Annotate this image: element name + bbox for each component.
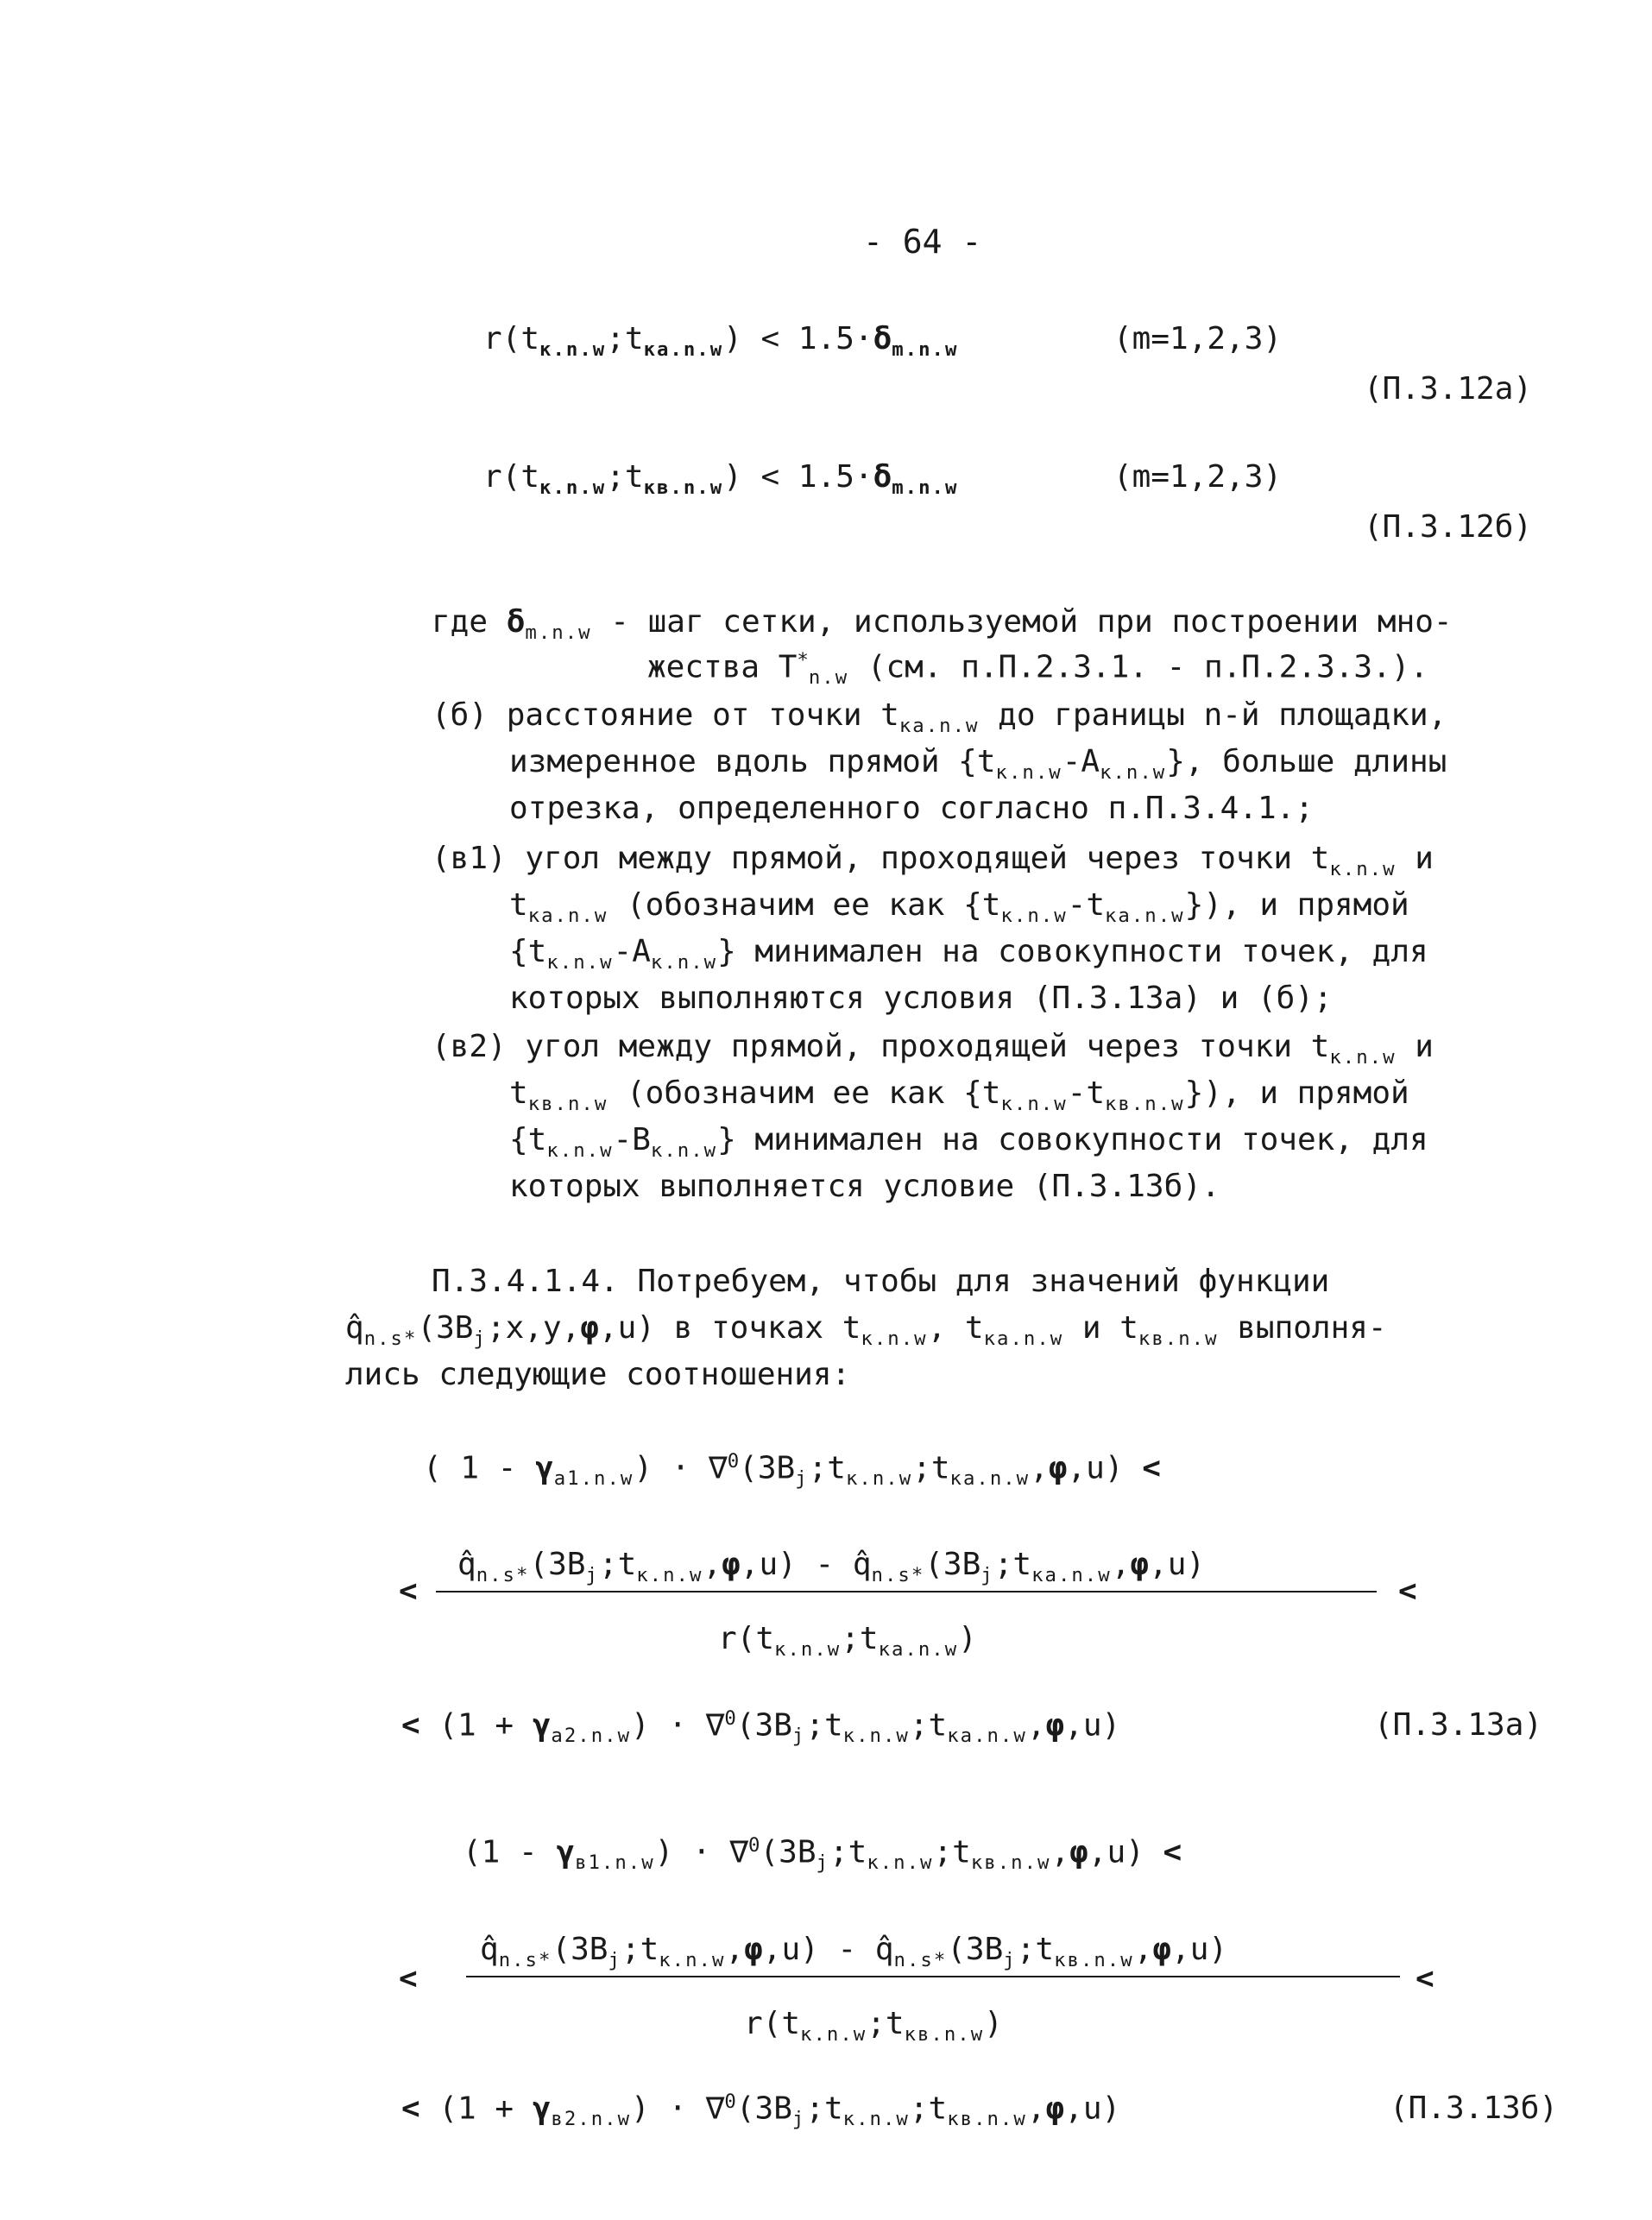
equation-12b: $r(t_{к.n.w};t_{кв.n.w}) < 1.5\cdot\delta_{m.n.w}$ (483, 459, 959, 499)
equation-12a: $r(t_{к.n.w};t_{ка.n.w}) < 1.5\cdot\delta_{m.n.w}$ (483, 321, 959, 361)
equation-13b-numerator: $q̂_{n.s*}(3B_j;t_{к.n.w},\varphi,u)$ - $q̂_{n.s*}(3B_j;t_{кв.n.w},\varphi,u)$ (480, 1932, 1228, 1971)
para-line-3: лись следующие соотношения: (345, 1357, 851, 1392)
item-v2-line-2: $t_{кв.n.w}$ (обозначим ее как $\{t_{к.n.w}-t_{кв.n.w}\}$), и прямой (509, 1075, 1409, 1115)
item-v1-line-2: $t_{ка.n.w}$ (обозначим ее как $\{t_{к.n.w}-t_{ка.n.w}\}$), и прямой (509, 887, 1409, 927)
where-line-2: жества $T^*_{n.w}$ (см. п.П.2.3.1. - п.П.2.3.3.). (647, 649, 1429, 690)
equation-13b-line-3: < $(1 + \gamma_{в2.n.w})$ · $\nabla^0(3B_j;t_{к.n.w};t_{кв.n.w},\varphi,u)$ (401, 2091, 1121, 2131)
equation-13b-line-1: $(1 - \gamma_{в1.n.w})$ · $\nabla^0(3B_j;t_{к.n.w};t_{кв.n.w},\varphi,u)$ < (463, 1834, 1182, 1875)
equation-12a-condition: (m=1,2,3) (1113, 321, 1283, 356)
item-v2-line-4: которых выполняется условие (П.3.13б). (509, 1169, 1220, 1204)
equation-13b-less-right: < (1416, 1961, 1434, 1996)
equation-13b-denominator: $r(t_{к.n.w};t_{кв.n.w})$ (744, 2006, 1003, 2046)
where-line-1: где $\delta_{m.n.w}$ - шаг сетки, используемой при построении мно- (432, 604, 1453, 644)
equation-13b-less-left: < (399, 1961, 418, 1996)
item-v1-line-4: которых выполняются условия (П.3.13а) и (б); (509, 981, 1333, 1016)
para-line-2: $q̂_{n.s*}(3B_j;x,y,\varphi,u)$ в точках $t_{к.n.w}$, $t_{ка.n.w}$ и $t_{кв.n.w}$ выполня- (345, 1310, 1387, 1350)
para-line-1: П.3.4.1.4. Потребуем, чтобы для значений функции (432, 1264, 1330, 1299)
equation-13a-line-1: ( $1 - \gamma_{a1.n.w}$) · $\nabla^0(3B_j;t_{к.n.w};t_{ка.n.w},\varphi,u)$ < (423, 1450, 1161, 1491)
page-number: - 64 - (863, 223, 982, 261)
equation-12a-label: (П.3.12а) (1364, 371, 1533, 407)
equation-13b-label: (П.3.13б) (1390, 2091, 1559, 2126)
item-v1-line-3: $\{t_{к.n.w}-A_{к.n.w}\}$ минимален на совокупности точек, для (509, 934, 1428, 974)
equation-13a-fraction-bar (436, 1591, 1377, 1592)
equation-12b-label: (П.3.12б) (1364, 509, 1533, 545)
equation-13a-denominator: $r(t_{к.n.w};t_{ка.n.w})$ (718, 1621, 977, 1661)
equation-13a-less-right: < (1398, 1574, 1417, 1609)
equation-13b-fraction-bar (466, 1976, 1400, 1977)
item-v1-line-1: (в1) угол между прямой, проходящей через точки $t_{к.n.w}$ и (432, 841, 1434, 880)
equation-13a-label: (П.3.13а) (1374, 1707, 1543, 1743)
equation-13a-less-left: < (399, 1574, 418, 1609)
equation-13a-numerator: $q̂_{n.s*}(3B_j;t_{к.n.w},\varphi,u)$ - $q̂_{n.s*}(3B_j;t_{ка.n.w},\varphi,u)$ (457, 1547, 1206, 1586)
item-b-line-2: измеренное вдоль прямой $\{t_{к.n.w}-A_{к.n.w}\}$, больше длины (509, 744, 1447, 784)
equation-13a-line-3: < $(1 + \gamma_{a2.n.w})$ · $\nabla^0(3B_j;t_{к.n.w};t_{ка.n.w},\varphi,u)$ (401, 1707, 1121, 1748)
item-b-line-1: (б) расстояние от точки $t_{ка.n.w}$ до границы n-й площадки, (432, 697, 1447, 737)
equation-12b-condition: (m=1,2,3) (1113, 459, 1283, 495)
item-b-line-3: отрезка, определенного согласно п.П.3.4.1.; (509, 791, 1314, 826)
item-v2-line-1: (в2) угол между прямой, проходящей через точки $t_{к.n.w}$ и (432, 1029, 1434, 1069)
item-v2-line-3: $\{t_{к.n.w}-B_{к.n.w}\}$ минимален на совокупности точек, для (509, 1122, 1428, 1162)
